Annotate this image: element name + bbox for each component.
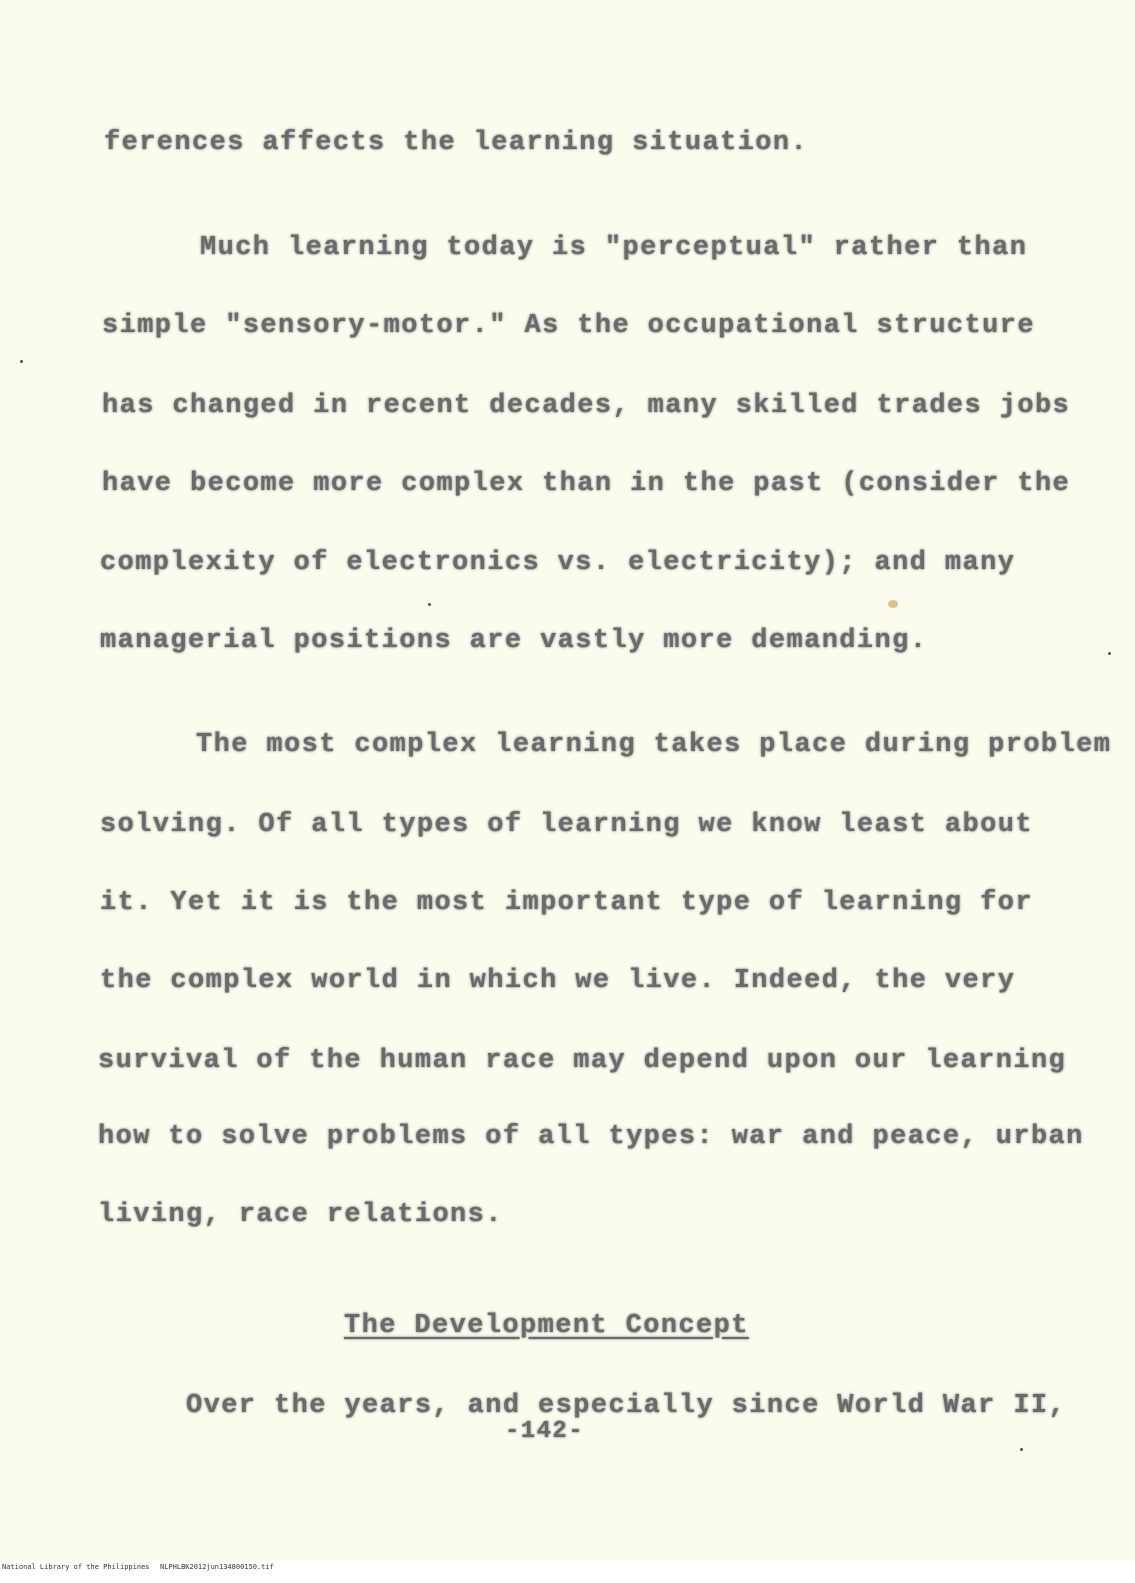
speck-mark — [1108, 652, 1111, 655]
text-line: simple "sensory-motor." As the occupational structure — [102, 311, 1035, 341]
text-line: have become more complex than in the past (consider the — [102, 469, 1071, 499]
text-line: has changed in recent decades, many skilled trades jobs — [102, 391, 1071, 421]
text-line: Over the years, and especially since World War II, — [186, 1391, 1067, 1421]
speck-mark — [20, 360, 23, 363]
text-line: survival of the human race may depend upon our learning — [98, 1046, 1067, 1076]
scan-footer — [0, 1560, 1135, 1583]
text-line: it. Yet it is the most important type of learning for — [100, 888, 1033, 918]
text-line: living, race relations. — [98, 1200, 503, 1230]
text-line: The most complex learning takes place during problem — [196, 730, 1112, 760]
file-name: NLPHLBK2012jun134800150.tif — [160, 1563, 274, 1571]
text-line: managerial positions are vastly more demanding. — [100, 626, 928, 656]
text-line: Much learning today is "perceptual" rather than — [200, 233, 1028, 263]
paper-stain — [888, 600, 898, 608]
text-line: complexity of electronics vs. electricity); and many — [100, 548, 1016, 578]
speck-mark — [1020, 1448, 1023, 1451]
page-number: -142- — [505, 1418, 585, 1445]
speck-mark — [428, 603, 431, 606]
text-line: ferences affects the learning situation. — [104, 128, 809, 158]
text-line: the complex world in which we live. Indeed, the very — [100, 966, 1016, 996]
text-line: how to solve problems of all types: war and peace, urban — [98, 1122, 1084, 1152]
library-credit: National Library of the Philippines — [2, 1563, 150, 1571]
section-heading: The Development Concept — [344, 1311, 749, 1341]
text-line: solving. Of all types of learning we know least about — [100, 810, 1033, 840]
